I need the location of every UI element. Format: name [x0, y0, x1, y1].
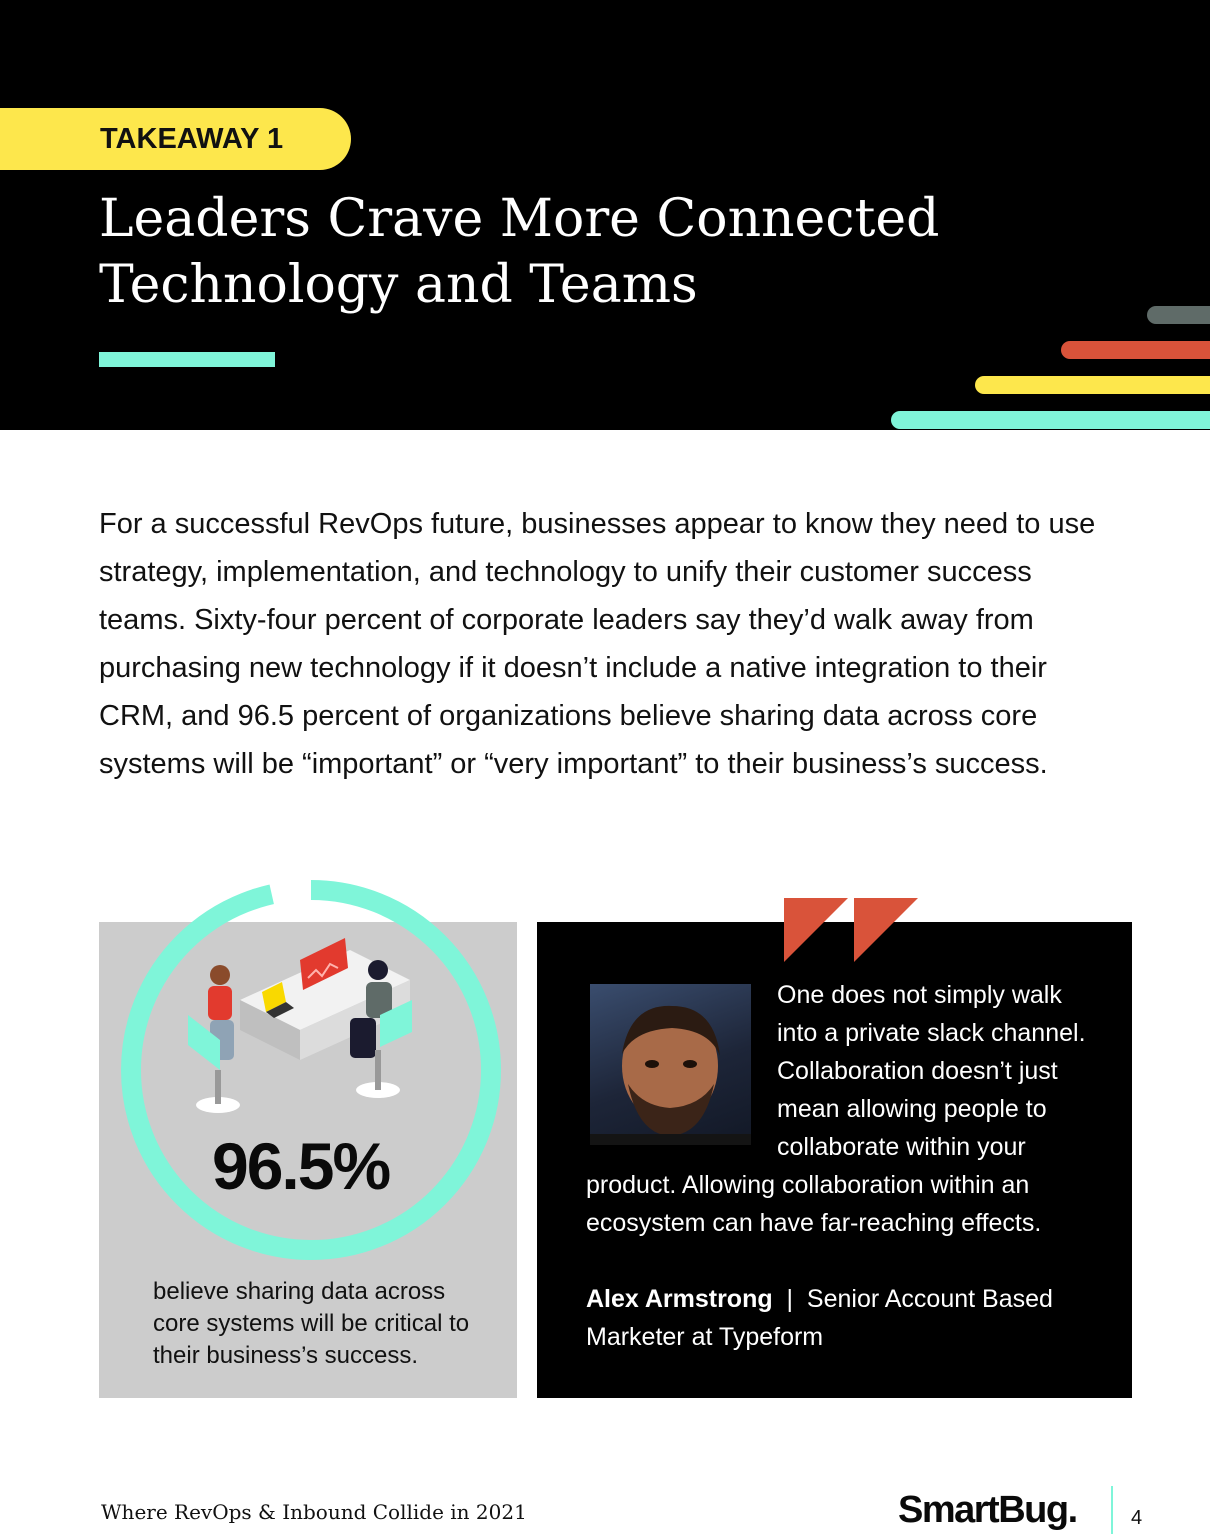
- progress-ring-gap: [272, 890, 311, 894]
- smartbug-logo: SmartBug.: [898, 1489, 1077, 1531]
- quote-marks-icon: [784, 898, 920, 962]
- title-accent-bar: [99, 352, 275, 367]
- takeaway-label: TAKEAWAY 1: [100, 123, 284, 155]
- stat-value: 96.5%: [212, 1129, 390, 1203]
- decorative-stripe-teal: [891, 411, 1210, 429]
- takeaway-pill: [0, 108, 351, 170]
- title-line-1: Leaders Crave More Connected: [99, 189, 940, 249]
- author-name: Alex Armstrong: [586, 1285, 773, 1313]
- quote-attribution: [586, 1280, 1106, 1356]
- footer-divider: [1111, 1486, 1113, 1534]
- page-number: 4: [1131, 1507, 1143, 1529]
- attribution-separator: |: [786, 1285, 794, 1313]
- office-workers-illustration: [180, 920, 440, 1130]
- stat-caption: believe sharing data across core systems will be critical to their business’s success.: [153, 1278, 470, 1369]
- intro-paragraph: For a successful RevOps future, businesses appear to know they need to use strategy, implementation, and technology to unify their customer success teams. Sixty-four percent of corporate leaders say they’d walk away from purchasing new technology if it doesn’t include a native integration to their CRM, and 96.5 percent of organizations believe sharing data across core systems will be “important” or “very important” to their business’s success.: [99, 508, 1096, 780]
- decorative-stripe-grey: [1147, 306, 1210, 324]
- photo-spacer: [586, 976, 777, 1166]
- title-line-2: Technology and Teams: [99, 255, 698, 315]
- header-banner: [0, 0, 1210, 430]
- quote-text-block: [586, 976, 1106, 1242]
- page-title: [99, 186, 999, 318]
- footer-document-title: Where RevOps & Inbound Collide in 2021: [101, 1500, 527, 1524]
- decorative-stripe-yellow: [975, 376, 1210, 394]
- quote-text: One does not simply walk into a private slack channel. Collaboration doesn’t just mean allowing people to collaborate within your product. Allowing collaboration within an ecosystem can have far-reaching effects.: [586, 981, 1086, 1237]
- author-role: Senior Account Based Marketer at Typeform: [586, 1285, 1053, 1351]
- decorative-stripe-red: [1061, 341, 1210, 359]
